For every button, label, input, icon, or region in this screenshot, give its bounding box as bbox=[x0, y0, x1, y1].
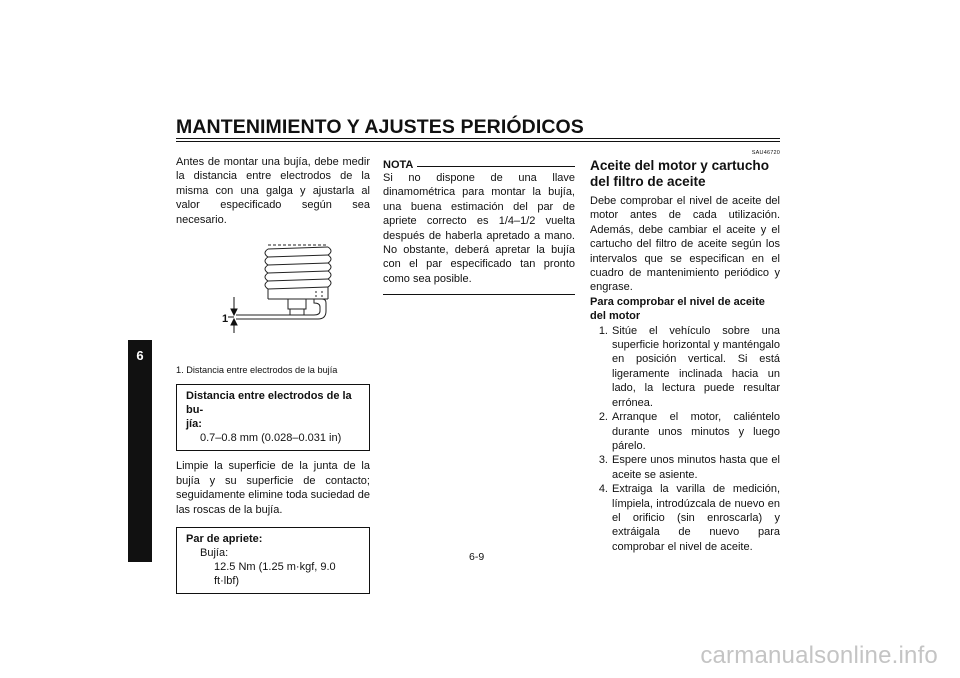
list-item bbox=[590, 324, 780, 410]
list-item bbox=[590, 410, 780, 453]
spark-plug-gap-illustration bbox=[176, 237, 370, 355]
section-title: Aceite del motor y cartucho del filtro de aceite bbox=[590, 158, 770, 189]
step-text: Extraiga la varilla de medición, límpiela, introdúzcala de nuevo en el orificio (sin enroscarla) y extráigala de nuevo para comprobar el nivel de aceite. bbox=[612, 483, 780, 553]
watermark[interactable]: carmanualsonline.info bbox=[700, 642, 938, 669]
spec-torque-value: 12.5 Nm (1.25 m·kgf, 9.0 ft·lbf) bbox=[214, 561, 336, 588]
chapter-number: 6 bbox=[136, 348, 144, 363]
step-number: 3. bbox=[598, 454, 608, 467]
spark-plug-intro: Antes de montar una bujía, debe medir la distancia entre electrodos de la misma con una galga y ajustarla al valor especificado según sea necesario. bbox=[176, 156, 370, 226]
spec-gap-title-1: Distancia entre electrodos de la bu- bbox=[186, 390, 352, 417]
figure-callout-1: 1 bbox=[222, 313, 229, 326]
cleaning-paragraph: Limpie la superficie de la junta de la bujía y su superficie de contacto; seguidamente elimine toda suciedad de las roscas de la bujía. bbox=[176, 460, 370, 516]
note-bottom-rule bbox=[383, 294, 575, 295]
oil-check-steps bbox=[590, 324, 780, 555]
spec-gap-value: 0.7–0.8 mm (0.028–0.031 in) bbox=[200, 432, 342, 445]
step-number: 2. bbox=[598, 411, 608, 424]
spec-torque-title: Par de apriete: bbox=[186, 533, 263, 546]
step-text: Espere unos minutos hasta que el aceite se asiente. bbox=[612, 454, 780, 481]
step-number: 4. bbox=[598, 483, 608, 496]
note-label: NOTA bbox=[383, 159, 414, 171]
column-left bbox=[176, 155, 370, 602]
chapter-tab bbox=[128, 340, 152, 562]
note-header bbox=[383, 155, 575, 171]
spec-box-gap bbox=[176, 384, 370, 451]
page-title: MANTENIMIENTO Y AJUSTES PERIÓDICOS bbox=[176, 116, 584, 138]
spark-plug-figure bbox=[176, 237, 370, 355]
note-text: Si no dispone de una llave dinamométrica para montar la bujía, una buena estimación del par de apriete correcto es 1/4–1/2 vuelta después de haberla apretado a mano. No obstante, deberá apretar la bujía con el par especificado tan pronto como sea posible. bbox=[383, 172, 575, 285]
spec-box-torque bbox=[176, 527, 370, 594]
spec-torque-label: Bujía: bbox=[200, 547, 229, 560]
step-number: 1. bbox=[598, 324, 608, 337]
step-text: Arranque el motor, caliéntelo durante unos minutos y luego párelo. bbox=[612, 411, 780, 452]
column-middle bbox=[383, 155, 575, 295]
spec-gap-title-2: jía: bbox=[186, 418, 202, 431]
oil-check-subtitle: Para comprobar el nivel de aceite del motor bbox=[590, 295, 765, 323]
column-right bbox=[590, 150, 780, 554]
title-rule bbox=[176, 138, 780, 139]
list-item bbox=[590, 453, 780, 482]
figure-caption: 1. Distancia entre electrodos de la bujía bbox=[176, 365, 338, 376]
section-code: SAU46720 bbox=[751, 150, 780, 156]
list-item bbox=[590, 482, 780, 554]
step-text: Sitúe el vehículo sobre una superficie horizontal y manténgalo en posición vertical. Si está ligeramente inclinada hacia un lado, la lectura puede resultar errónea. bbox=[612, 324, 780, 409]
oil-intro: Debe comprobar el nivel de aceite del motor antes de cada utilización. Además, debe cambiar el aceite y el cartucho del filtro de aceite según los intervalos que se especifican en el cuadro de mantenimiento periódico y engrase. bbox=[590, 195, 780, 294]
page-number: 6-9 bbox=[469, 551, 485, 563]
title-rule-thin bbox=[176, 141, 780, 142]
note-top-rule bbox=[417, 166, 575, 167]
